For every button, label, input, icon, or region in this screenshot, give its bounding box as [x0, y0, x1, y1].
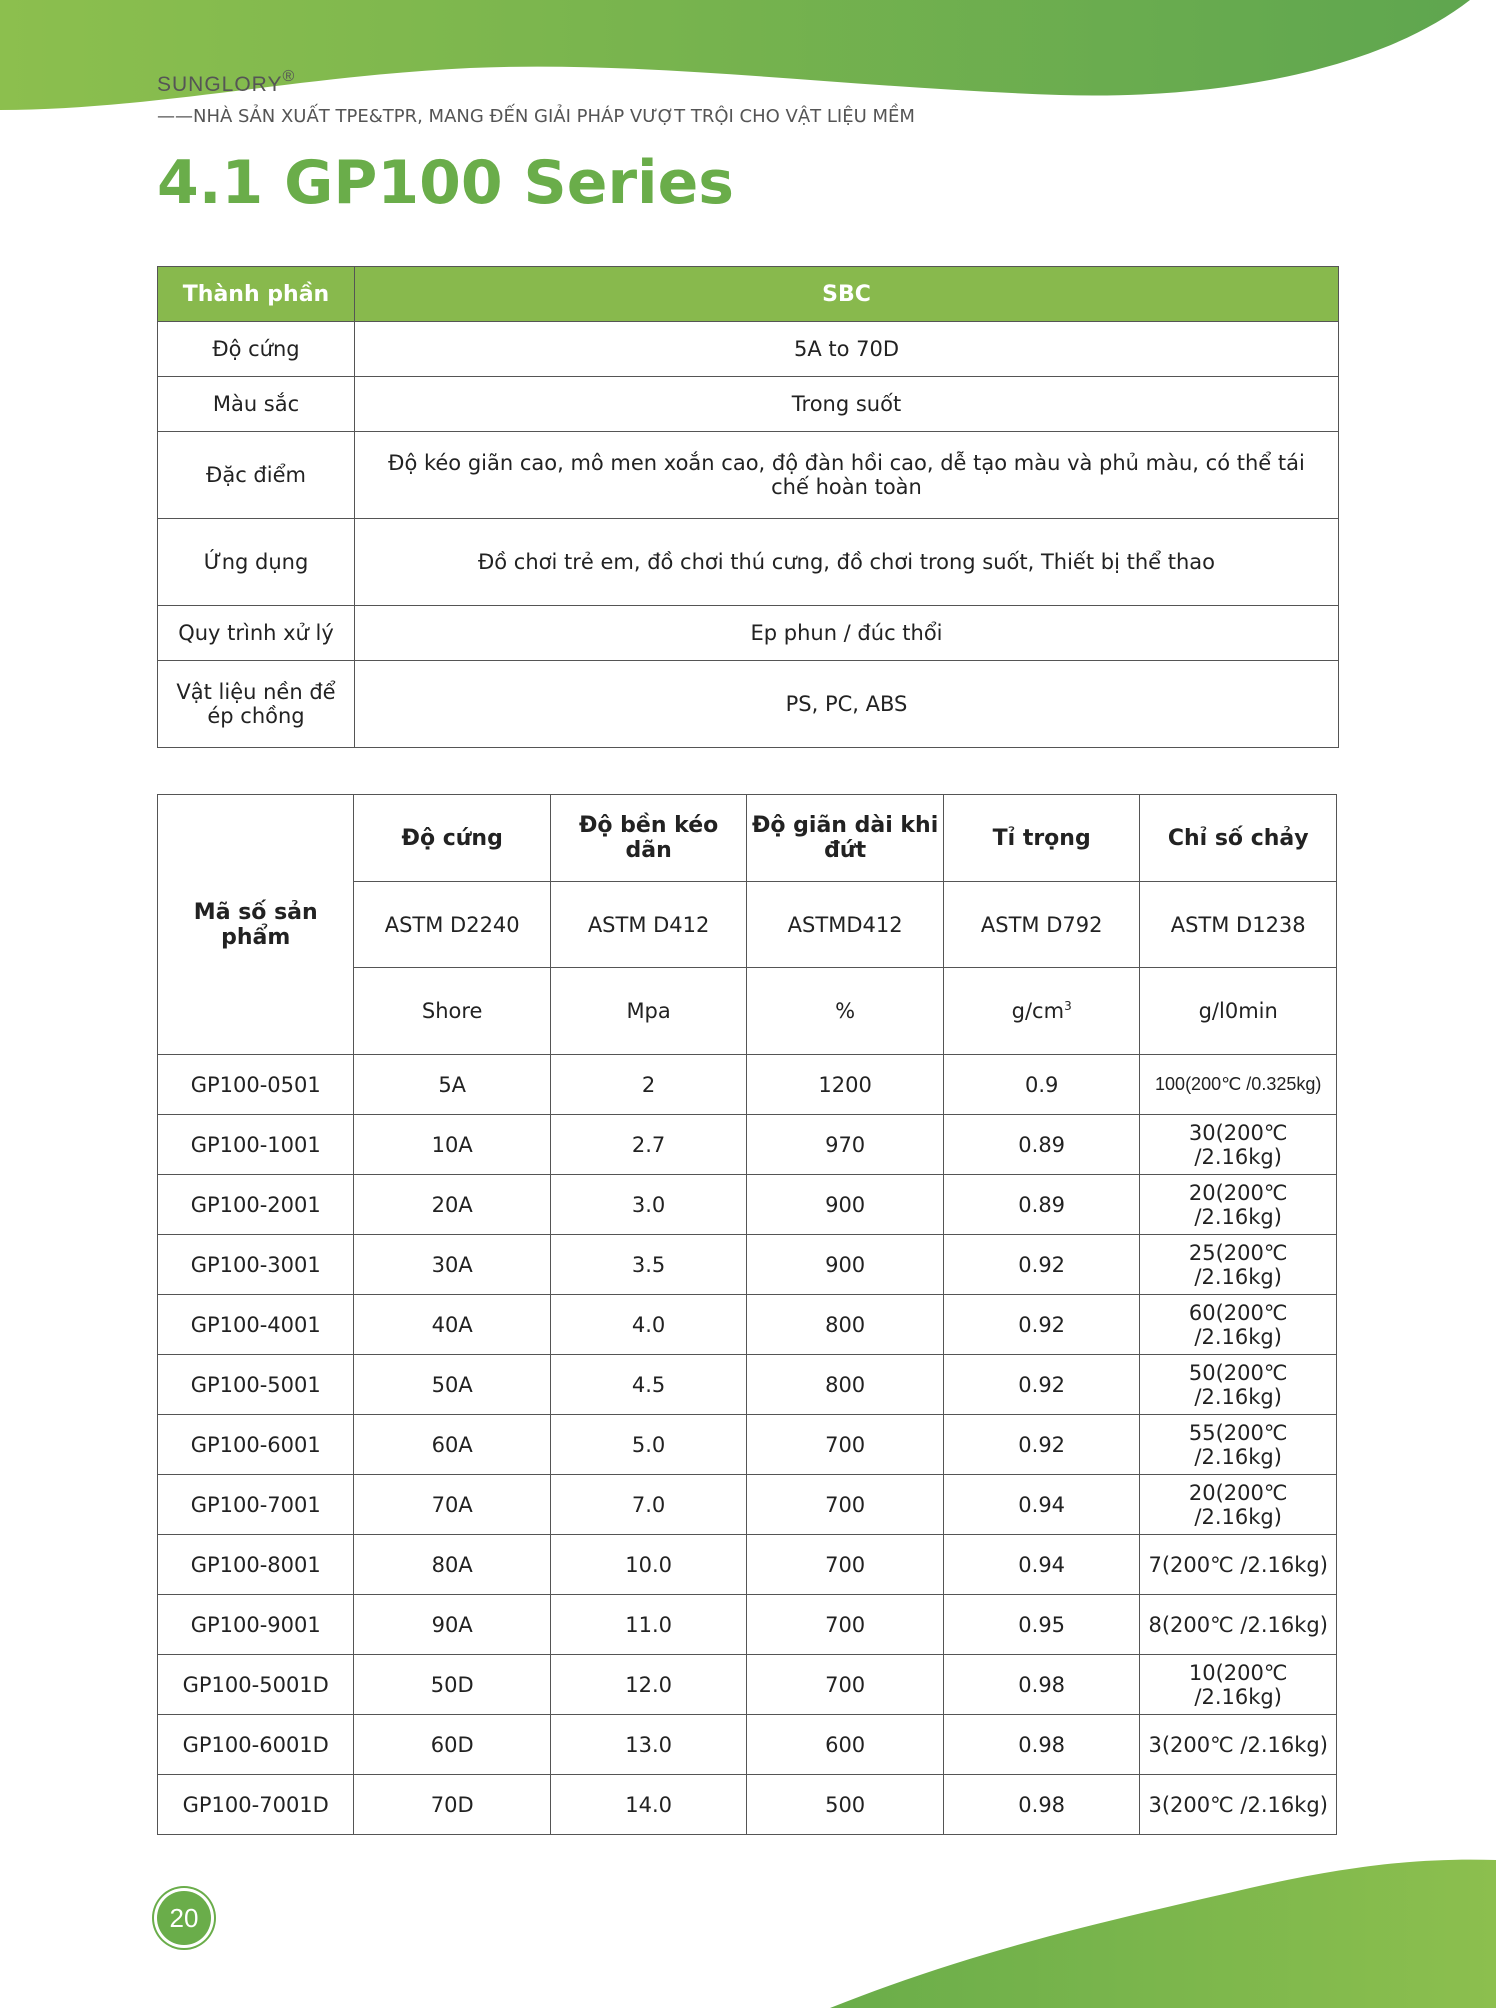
table-cell: 4.5: [550, 1355, 746, 1415]
table-cell: 0.98: [943, 1715, 1139, 1775]
table-cell: 800: [747, 1355, 944, 1415]
spec-value-processing: Ep phun / đúc thổi: [355, 606, 1339, 661]
spec-label-overmold-substrate: Vật liệu nền để ép chồng: [158, 661, 355, 748]
spec-label-applications: Ứng dụng: [158, 519, 355, 606]
product-code-cell: GP100-5001: [158, 1355, 354, 1415]
unit-cell: g/l0min: [1140, 968, 1337, 1055]
column-header: Chỉ số chảy: [1140, 795, 1337, 882]
table-cell: 700: [747, 1595, 944, 1655]
product-code-cell: GP100-8001: [158, 1535, 354, 1595]
table-cell: 50D: [354, 1655, 550, 1715]
table-cell: 70D: [354, 1775, 550, 1835]
table-cell: 14.0: [550, 1775, 746, 1835]
spec-value-color: Trong suốt: [355, 377, 1339, 432]
spec-header-label: Thành phần: [158, 267, 355, 322]
product-data-table: [157, 794, 1337, 1835]
table-cell: 900: [747, 1235, 944, 1295]
brand-registered-mark: ®: [282, 68, 296, 85]
unit-cell: %: [747, 968, 944, 1055]
table-cell: 20(200℃ /2.16kg): [1140, 1175, 1337, 1235]
table-cell: 7(200℃ /2.16kg): [1140, 1535, 1337, 1595]
table-cell: 0.98: [943, 1775, 1139, 1835]
table-cell: 60(200℃ /2.16kg): [1140, 1295, 1337, 1355]
table-row: [158, 1295, 1337, 1355]
product-code-cell: GP100-4001: [158, 1295, 354, 1355]
product-code-cell: GP100-5001D: [158, 1655, 354, 1715]
table-cell: 3.0: [550, 1175, 746, 1235]
table-cell: 500: [747, 1775, 944, 1835]
unit-superscript: 3: [1064, 999, 1072, 1013]
table-cell: 5.0: [550, 1415, 746, 1475]
spec-label-color: Màu sắc: [158, 377, 355, 432]
table-cell: 0.89: [943, 1175, 1139, 1235]
table-cell: 80A: [354, 1535, 550, 1595]
table-row: [158, 1115, 1337, 1175]
product-code-cell: GP100-2001: [158, 1175, 354, 1235]
table-row: [158, 1595, 1337, 1655]
table-row: [158, 1055, 1337, 1115]
product-rows: [158, 1055, 1337, 1835]
table-row: [158, 1655, 1337, 1715]
table-cell: 100(200℃ /0.325kg): [1140, 1055, 1337, 1115]
unit-cell: Shore: [354, 968, 550, 1055]
table-cell: 20A: [354, 1175, 550, 1235]
spec-label-hardness: Độ cứng: [158, 322, 355, 377]
table-row: [158, 1235, 1337, 1295]
spec-value-applications: Đồ chơi trẻ em, đồ chơi thú cưng, đồ chơi trong suốt, Thiết bị thể thao: [355, 519, 1339, 606]
spec-value-overmold-substrate: PS, PC, ABS: [355, 661, 1339, 748]
page-title: 4.1 GP100 Series: [157, 148, 735, 218]
product-code-header: Mã số sản phẩm: [158, 795, 354, 1055]
table-cell: 20(200℃ /2.16kg): [1140, 1475, 1337, 1535]
table-cell: 50A: [354, 1355, 550, 1415]
unit-cell: Mpa: [550, 968, 746, 1055]
standard-cell: ASTM D2240: [354, 882, 550, 968]
spec-value-hardness: 5A to 70D: [355, 322, 1339, 377]
table-cell: 2: [550, 1055, 746, 1115]
bottom-wave-decoration: [0, 1808, 1496, 2008]
brand-logo: [157, 70, 295, 97]
table-cell: 970: [747, 1115, 944, 1175]
unit-text: g/cm: [1011, 999, 1065, 1023]
table-cell: 0.92: [943, 1355, 1139, 1415]
table-cell: 0.94: [943, 1475, 1139, 1535]
table-cell: 5A: [354, 1055, 550, 1115]
product-code-cell: GP100-9001: [158, 1595, 354, 1655]
table-cell: 10A: [354, 1115, 550, 1175]
spec-label-processing: Quy trình xử lý: [158, 606, 355, 661]
spec-label-features: Đặc điểm: [158, 432, 355, 519]
table-cell: 0.92: [943, 1235, 1139, 1295]
table-row: [158, 1715, 1337, 1775]
product-code-cell: GP100-7001D: [158, 1775, 354, 1835]
table-cell: 2.7: [550, 1115, 746, 1175]
table-cell: 13.0: [550, 1715, 746, 1775]
table-cell: 12.0: [550, 1655, 746, 1715]
table-row: [158, 1175, 1337, 1235]
page-number: 20: [157, 1891, 211, 1945]
standard-cell: ASTM D412: [550, 882, 746, 968]
table-row: [158, 1535, 1337, 1595]
table-row: [158, 1475, 1337, 1535]
table-cell: 50(200℃ /2.16kg): [1140, 1355, 1337, 1415]
table-cell: 55(200℃ /2.16kg): [1140, 1415, 1337, 1475]
spec-header-value: SBC: [355, 267, 1339, 322]
product-code-cell: GP100-0501: [158, 1055, 354, 1115]
table-cell: 600: [747, 1715, 944, 1775]
table-cell: 0.98: [943, 1655, 1139, 1715]
table-cell: 0.89: [943, 1115, 1139, 1175]
spec-value-features: Độ kéo giãn cao, mô men xoắn cao, độ đàn hồi cao, dễ tạo màu và phủ màu, có thể tái chế hoàn toàn: [355, 432, 1339, 519]
tagline: ——NHÀ SẢN XUẤT TPE&TPR, MANG ĐẾN GIẢI PHÁP VƯỢT TRỘI CHO VẬT LIỆU MỀM: [157, 106, 915, 127]
table-cell: 0.95: [943, 1595, 1139, 1655]
table-cell: 8(200℃ /2.16kg): [1140, 1595, 1337, 1655]
column-header: Độ bền kéo dãn: [550, 795, 746, 882]
column-header: Độ giãn dài khi đứt: [747, 795, 944, 882]
table-cell: 7.0: [550, 1475, 746, 1535]
table-cell: 700: [747, 1655, 944, 1715]
standard-cell: ASTM D792: [943, 882, 1139, 968]
table-cell: 800: [747, 1295, 944, 1355]
product-code-cell: GP100-3001: [158, 1235, 354, 1295]
product-code-cell: GP100-7001: [158, 1475, 354, 1535]
table-cell: 0.94: [943, 1535, 1139, 1595]
table-cell: 10(200℃ /2.16kg): [1140, 1655, 1337, 1715]
table-cell: 0.9: [943, 1055, 1139, 1115]
table-cell: 40A: [354, 1295, 550, 1355]
standard-cell: ASTM D1238: [1140, 882, 1337, 968]
product-code-cell: GP100-1001: [158, 1115, 354, 1175]
table-cell: 900: [747, 1175, 944, 1235]
table-cell: 60D: [354, 1715, 550, 1775]
table-cell: 60A: [354, 1415, 550, 1475]
table-cell: 3(200℃ /2.16kg): [1140, 1775, 1337, 1835]
table-cell: 3(200℃ /2.16kg): [1140, 1715, 1337, 1775]
column-header: Độ cứng: [354, 795, 550, 882]
product-code-cell: GP100-6001D: [158, 1715, 354, 1775]
table-row: [158, 1355, 1337, 1415]
table-cell: 30(200℃ /2.16kg): [1140, 1115, 1337, 1175]
table-cell: 10.0: [550, 1535, 746, 1595]
table-cell: 700: [747, 1535, 944, 1595]
product-code-cell: GP100-6001: [158, 1415, 354, 1475]
standard-cell: ASTMD412: [747, 882, 944, 968]
table-cell: 11.0: [550, 1595, 746, 1655]
table-cell: 3.5: [550, 1235, 746, 1295]
table-cell: 1200: [747, 1055, 944, 1115]
table-cell: 4.0: [550, 1295, 746, 1355]
table-cell: 700: [747, 1415, 944, 1475]
table-cell: 700: [747, 1475, 944, 1535]
table-cell: 30A: [354, 1235, 550, 1295]
spec-table: [157, 266, 1339, 748]
table-cell: 90A: [354, 1595, 550, 1655]
table-cell: 70A: [354, 1475, 550, 1535]
table-row: [158, 1415, 1337, 1475]
unit-cell: [943, 968, 1139, 1055]
column-header: Tỉ trọng: [943, 795, 1139, 882]
table-cell: 0.92: [943, 1415, 1139, 1475]
table-cell: 0.92: [943, 1295, 1139, 1355]
table-cell: 25(200℃ /2.16kg): [1140, 1235, 1337, 1295]
brand-name: SUNGLORY: [157, 73, 283, 96]
